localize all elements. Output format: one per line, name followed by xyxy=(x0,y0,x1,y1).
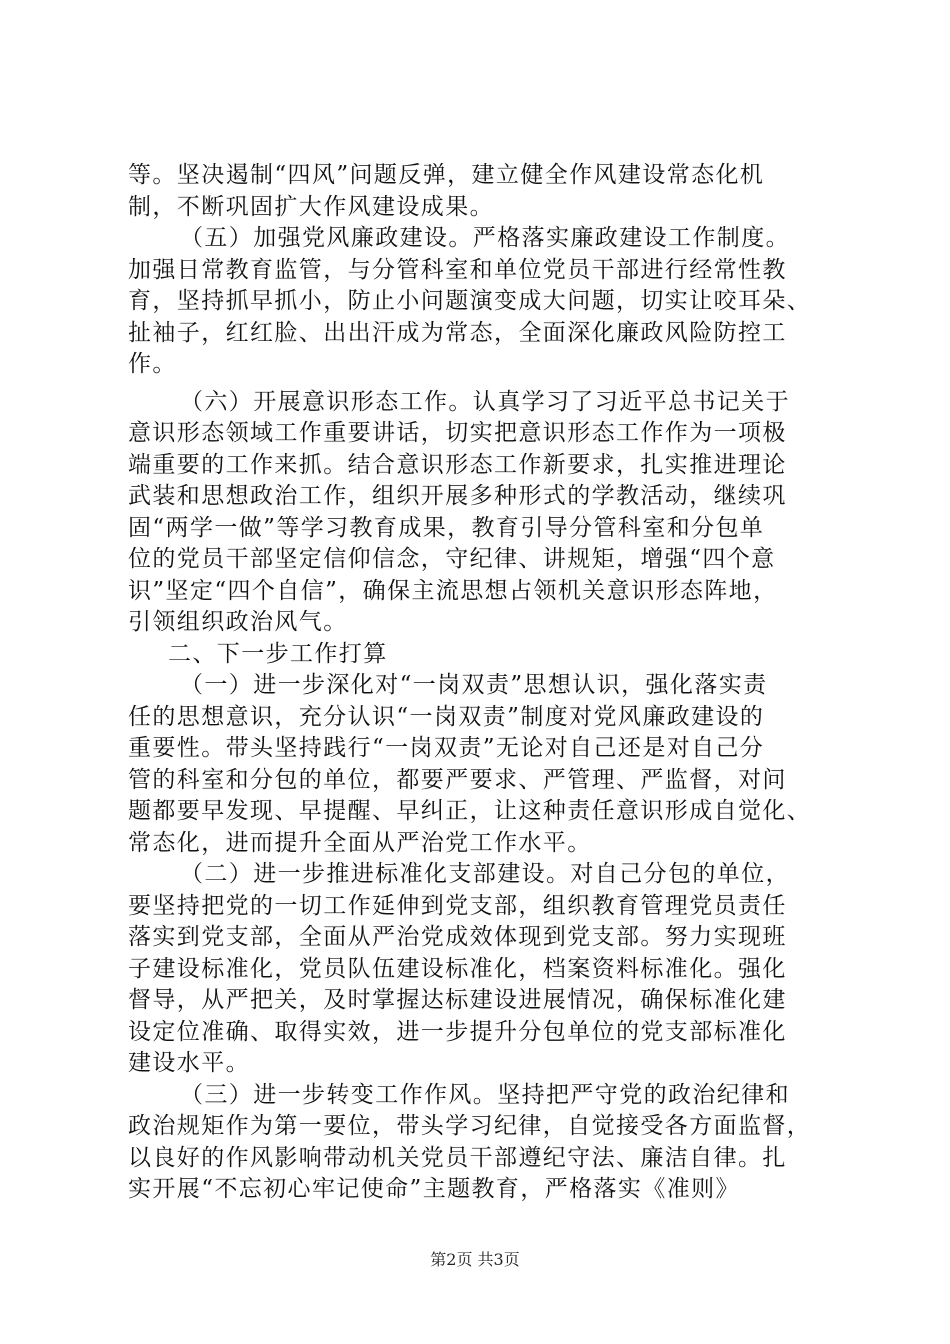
text-line: 制，不断巩固扩大作风建设成果。 xyxy=(128,193,494,220)
text-line: 育，坚持抓早抓小，防止小问题演变成大问题，切实让咬耳朵、 xyxy=(128,288,812,314)
text-line: 实开展“不忘初心牢记使命”主题教育，严格落实《准则》 xyxy=(128,1176,740,1202)
text-line: 政治规矩作为第一要位，带头学习纪律，自觉接受各方面监督， xyxy=(128,1113,812,1139)
text-line: 任的思想意识，充分认识“一岗双责”制度对党风廉政建设的 xyxy=(128,703,765,730)
text-line: 等。坚决遏制“四风”问题反弹，建立健全作风建设常态化机 xyxy=(128,162,765,188)
text-line: 重要性。带头坚持践行“一岗双责”无论对自己还是对自己分 xyxy=(128,735,765,761)
text-line: 设定位准确、取得实效，进一步提升分包单位的党支部标准化 xyxy=(128,1018,787,1045)
section-heading: 二、下一步工作打算 xyxy=(168,640,388,667)
text-line: 固“两学一做”等学习教育成果，教育引导分管科室和分包单 xyxy=(128,514,765,541)
document-body xyxy=(128,160,828,1206)
text-line: 位的党员干部坚定信仰信念，守纪律、讲规矩，增强“四个意 xyxy=(128,546,776,572)
text-line: 落实到党支部，全面从严治党成效体现到党支部。努力实现班 xyxy=(128,924,787,950)
text-line: （三）进一步转变工作作风。坚持把严守党的政治纪律和 xyxy=(180,1081,790,1108)
text-line: （五）加强党风廉政建设。严格落实廉政建设工作制度。 xyxy=(180,225,790,251)
text-line: 常态化，进而提升全面从严治党工作水平。 xyxy=(128,829,592,856)
text-line: （二）进一步推进标准化支部建设。对自己分包的单位， xyxy=(180,861,790,887)
text-line: 建设水平。 xyxy=(128,1050,250,1076)
page-number: 第2页 共3页 xyxy=(430,1250,520,1269)
text-line: （六）开展意识形态工作。认真学习了习近平总书记关于 xyxy=(180,388,790,415)
text-line: 扯袖子，红红脸、出出汗成为常态，全面深化廉政风险防控工 xyxy=(128,319,787,346)
text-line: 以良好的作风影响带动机关党员干部遵纪守法、廉洁自律。扎 xyxy=(128,1144,787,1171)
text-line: 子建设标准化，党员队伍建设标准化，档案资料标准化。强化 xyxy=(128,955,787,982)
text-line: 意识形态领域工作重要讲话，切实把意识形态工作作为一项极 xyxy=(128,420,787,446)
text-line: 题都要早发现、早提醒、早纠正，让这种责任意识形成自觉化、 xyxy=(128,798,812,824)
text-line: 识”坚定“四个自信”，确保主流思想占领机关意识形态阵地， xyxy=(128,577,778,604)
text-line: 管的科室和分包的单位，都要严要求、严管理、严监督，对问 xyxy=(128,766,787,793)
text-line: 端重要的工作来抓。结合意识形态工作新要求，扎实推进理论 xyxy=(128,451,787,478)
text-line: （一）进一步深化对“一岗双责”思想认识，强化落实责 xyxy=(180,672,768,698)
text-line: 武装和思想政治工作，组织开展多种形式的学教活动，继续巩 xyxy=(128,483,787,509)
text-line: 督导，从严把关，及时掌握达标建设进展情况，确保标准化建 xyxy=(128,987,787,1013)
text-line: 作。 xyxy=(128,351,177,377)
text-line: 要坚持把党的一切工作延伸到党支部，组织教育管理党员责任 xyxy=(128,892,787,919)
text-line: 加强日常教育监管，与分管科室和单位党员干部进行经常性教 xyxy=(128,256,787,283)
text-line: 引领组织政治风气。 xyxy=(128,609,348,635)
